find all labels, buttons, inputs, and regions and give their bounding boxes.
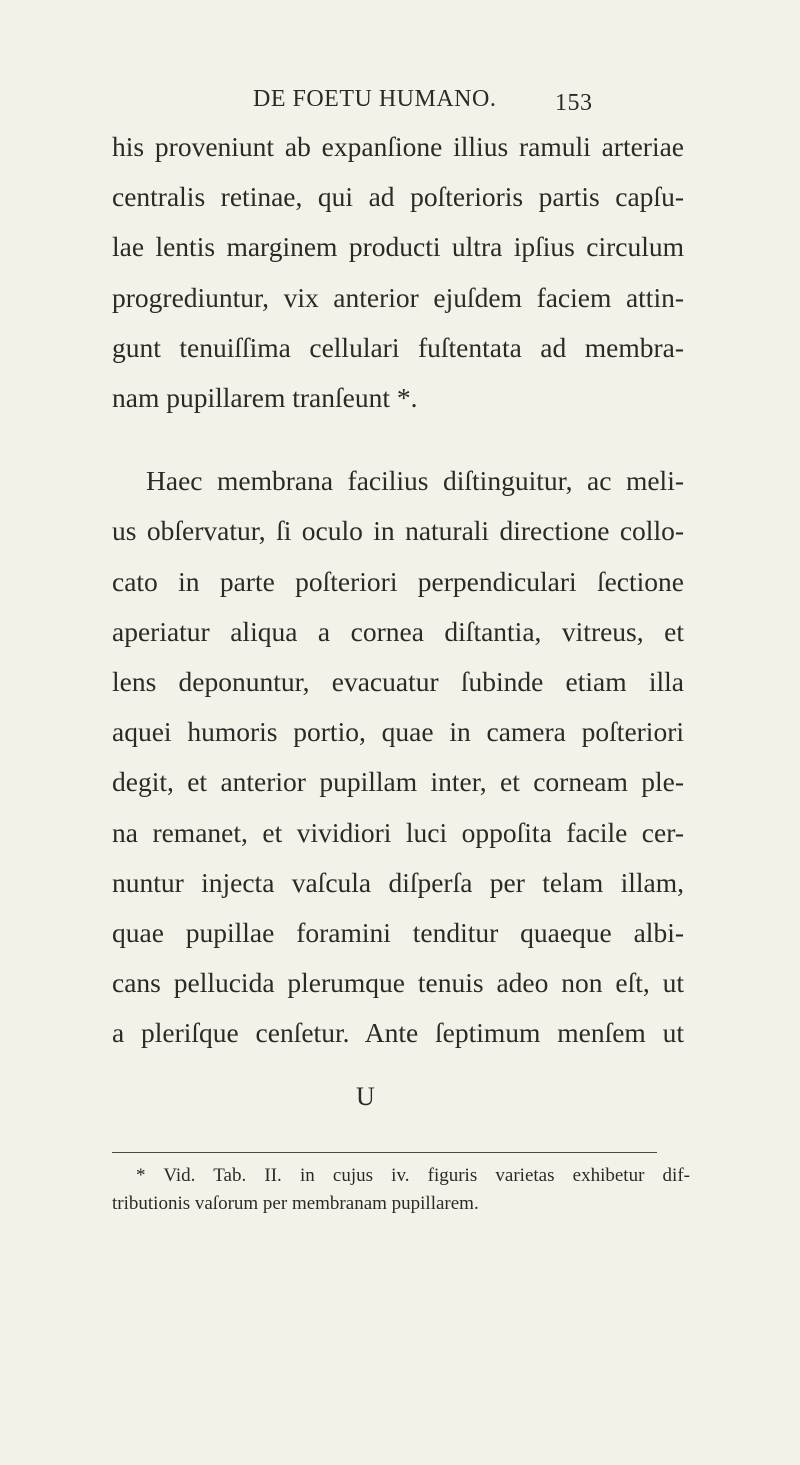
body-text	[112, 122, 684, 1059]
text-line: us obſervatur, ſi oculo in naturali directione collo-	[112, 515, 684, 547]
footnote-rule	[112, 1152, 657, 1153]
footnote	[112, 1162, 690, 1218]
text-line: aperiatur aliqua a cornea diſtantia, vitreus, et	[112, 615, 684, 647]
text-line: nuntur injecta vaſcula diſperſa per telam illam,	[112, 866, 684, 898]
text-line: lens deponuntur, evacuatur ſubinde etiam illa	[112, 666, 684, 698]
text-line: cato in parte poſteriori perpendiculari ſectione	[112, 565, 684, 597]
text-line: progrediuntur, vix anterior ejuſdem faciem attin-	[112, 281, 684, 313]
text-line: gunt tenuiſſima cellulari fuſtentata ad membra-	[112, 331, 684, 363]
text-line: a pleriſque cenſetur. Ante ſeptimum menſem ut	[112, 1017, 684, 1049]
text-line: lae lentis marginem producti ultra ipſius circulum	[112, 231, 684, 263]
text-line: his proveniunt ab expanſione illius ramuli arteriae	[112, 131, 684, 162]
text-line: cans pellucida plerumque tenuis adeo non eſt, ut	[112, 967, 684, 999]
page-number: 153	[555, 90, 593, 116]
paragraph-2	[112, 456, 684, 1058]
text-line: quae pupillae foramini tenditur quaeque albi-	[112, 917, 684, 949]
footnote-line: tributionis vaſorum per membranam pupillarem.	[112, 1193, 479, 1214]
paragraph-gap	[112, 423, 684, 456]
text-line: nam pupillarem tranſeunt *.	[112, 382, 418, 414]
text-line: centralis retinae, qui ad poſterioris partis capſu-	[112, 181, 684, 213]
text-line: Haec membrana facilius diſtinguitur, ac meli-	[146, 465, 684, 497]
paragraph-1	[112, 122, 684, 423]
signature-mark: U	[356, 1082, 375, 1111]
running-title: DE FOETU HUMANO.	[253, 86, 497, 112]
text-line: na remanet, et vividiori luci oppoſita facile cer-	[112, 816, 684, 848]
footnote-line: * Vid. Tab. II. in cujus iv. figuris varietas exhibetur dif-	[136, 1165, 690, 1186]
text-line: degit, et anterior pupillam inter, et corneam ple-	[112, 766, 684, 798]
text-line: aquei humoris portio, quae in camera poſteriori	[112, 716, 684, 748]
